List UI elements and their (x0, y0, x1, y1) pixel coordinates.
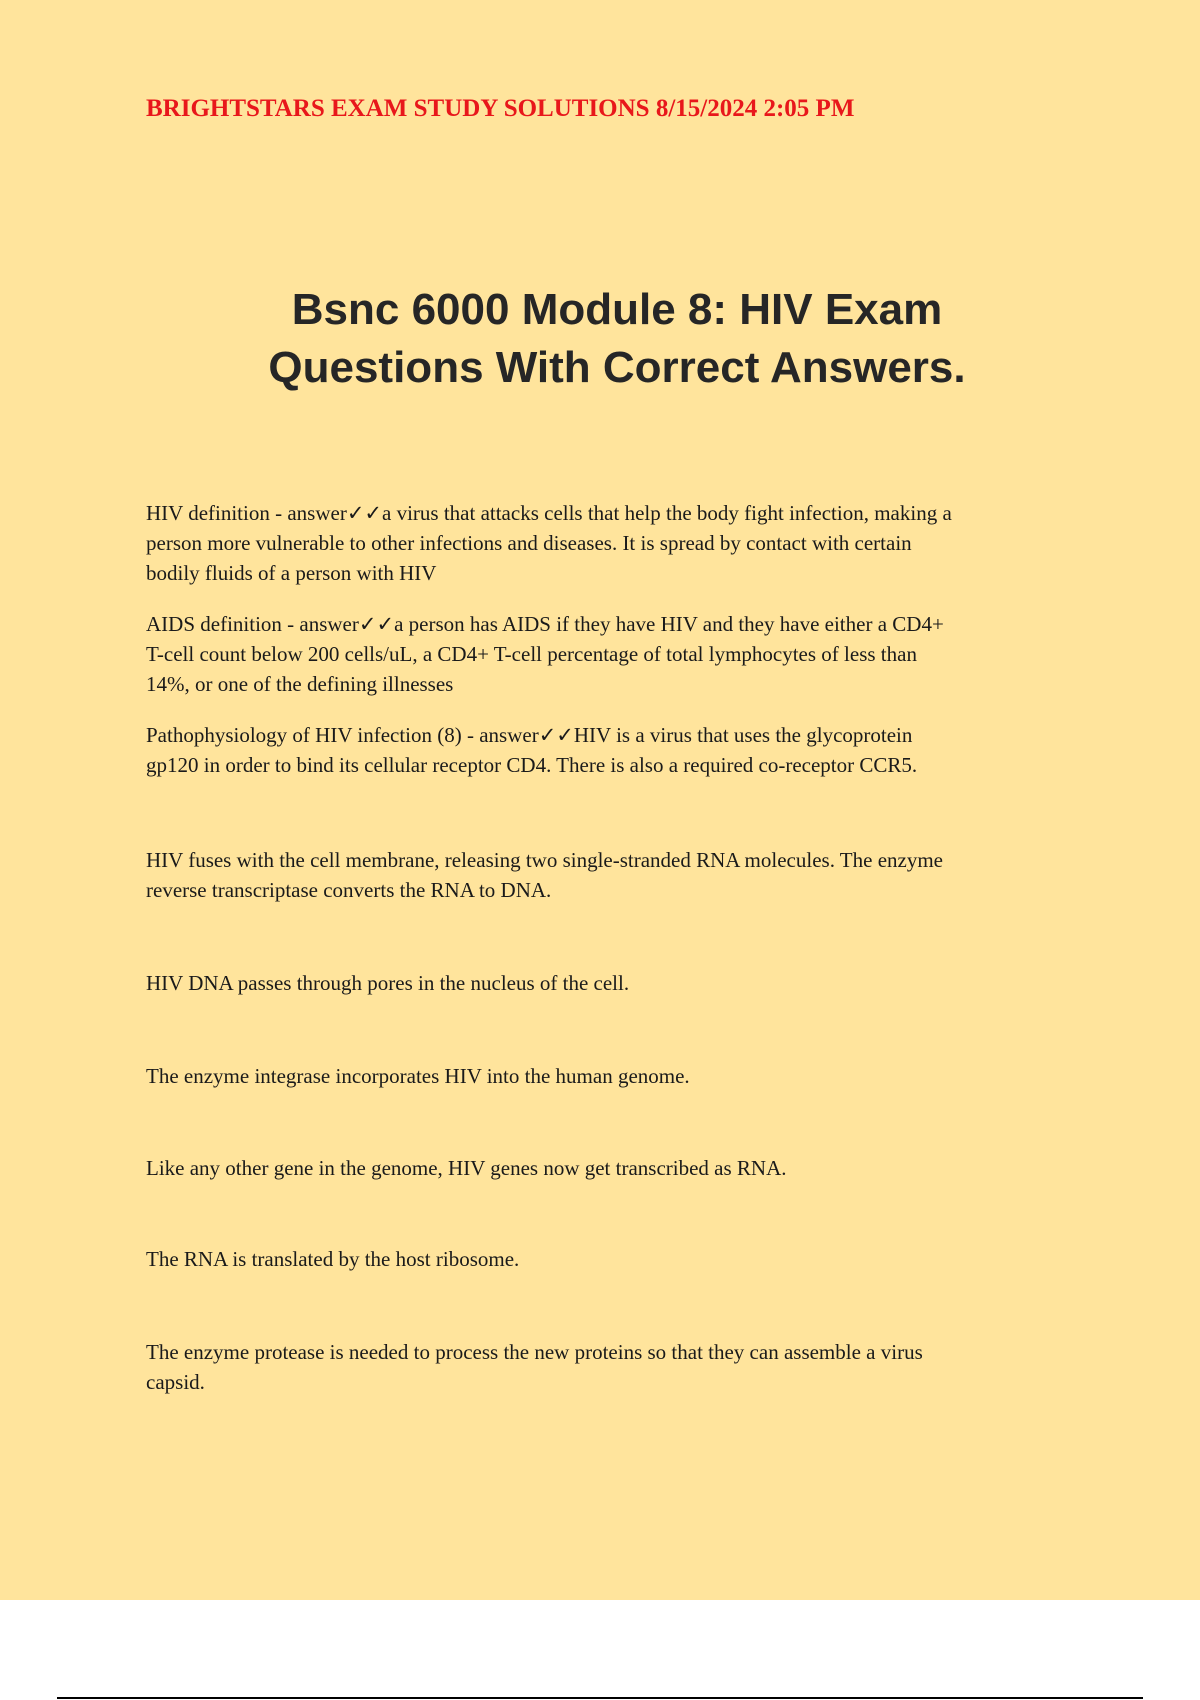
entry-line: Pathophysiology of HIV infection (8) - answer✓✓HIV is a virus that uses the glycoprotein (146, 723, 913, 747)
document-title (146, 281, 1088, 397)
footer-divider (57, 1697, 1143, 1699)
entry-line: reverse transcriptase converts the RNA to DNA. (146, 878, 552, 902)
entry-line: HIV definition - answer✓✓a virus that attacks cells that help the body fight infection, making a (146, 501, 952, 525)
entry-line: gp120 in order to bind its cellular receptor CD4. There is also a required co-receptor CCR5. (146, 753, 918, 777)
entry-line: HIV DNA passes through pores in the nucleus of the cell. (146, 971, 630, 995)
title-line-1: Bsnc 6000 Module 8: HIV Exam (291, 285, 943, 334)
entry-transcription (146, 1153, 1086, 1183)
entry-line: The enzyme integrase incorporates HIV into the human genome. (146, 1064, 690, 1088)
entry-line: capsid. (146, 1370, 205, 1394)
title-line-2: Questions With Correct Answers. (268, 343, 966, 392)
entry-line: T-cell count below 200 cells/uL, a CD4+ T-cell percentage of total lymphocytes of less than (146, 642, 917, 666)
entry-line: Like any other gene in the genome, HIV genes now get transcribed as RNA. (146, 1156, 787, 1180)
entry-pathophysiology (146, 720, 1086, 780)
entry-fusion (146, 845, 1086, 905)
page-header: BRIGHTSTARS EXAM STUDY SOLUTIONS 8/15/2024 2:05 PM (146, 95, 855, 122)
entry-line: AIDS definition - answer✓✓a person has AIDS if they have HIV and they have either a CD4+ (146, 612, 944, 636)
entry-line: person more vulnerable to other infections and diseases. It is spread by contact with certain (146, 531, 912, 555)
entry-line: 14%, or one of the defining illnesses (146, 672, 454, 696)
entry-protease (146, 1337, 1086, 1397)
entry-integrase (146, 1061, 1086, 1091)
entry-aids-definition (146, 609, 1086, 699)
entry-hiv-definition (146, 498, 1086, 588)
entry-translation (146, 1244, 1086, 1274)
entry-line: bodily fluids of a person with HIV (146, 561, 437, 585)
entry-line: The enzyme protease is needed to process the new proteins so that they can assemble a virus (146, 1340, 923, 1364)
entry-line: HIV fuses with the cell membrane, releasing two single-stranded RNA molecules. The enzyme (146, 848, 944, 872)
entry-line: The RNA is translated by the host ribosome. (146, 1247, 520, 1271)
entry-nucleus (146, 968, 1086, 998)
